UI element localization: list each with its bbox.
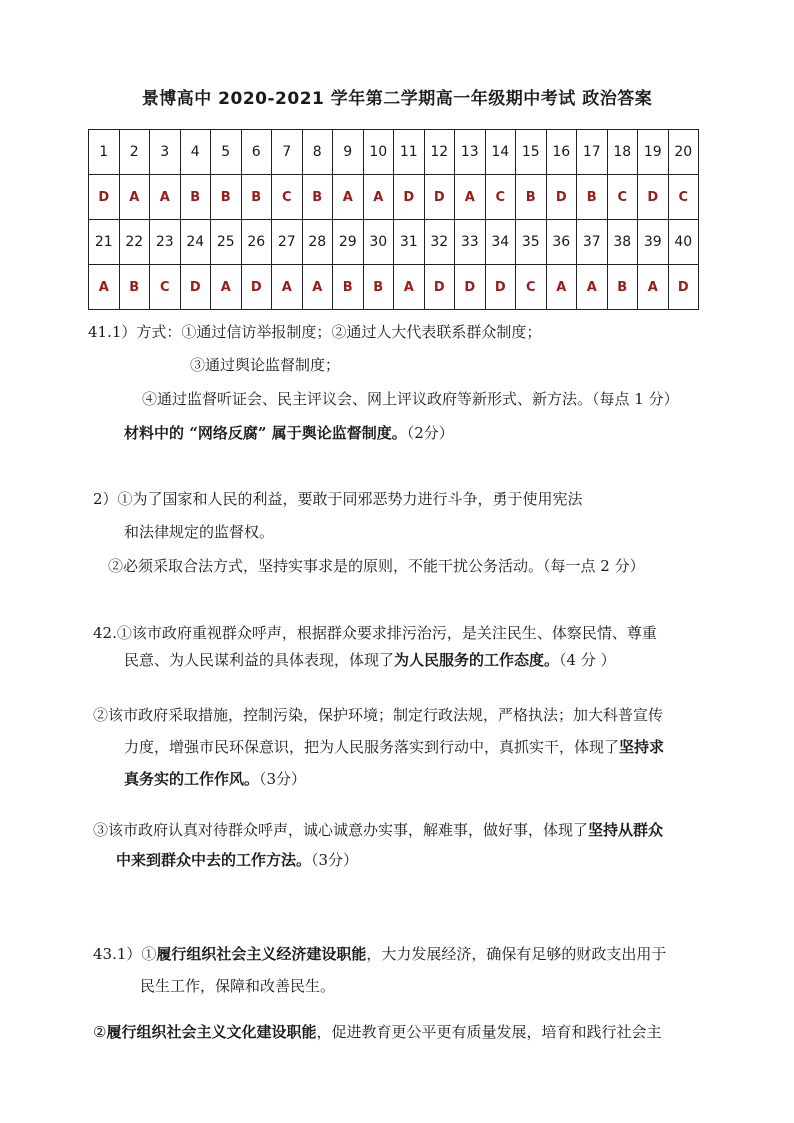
q42-b-line-3 [124,769,306,789]
q42-c-bold-2: 中来到群众中去的工作方法。 [116,851,312,869]
answer-cell: D [241,265,272,310]
question-number-row-2 [89,220,699,265]
question-number-cell: 6 [241,130,272,175]
q43-a-line-2: 民生工作，保障和改善民生。 [140,977,336,995]
q42-c-line-1 [93,820,663,840]
answer-cell: A [363,175,394,220]
question-number-cell: 9 [333,130,364,175]
answer-cell: B [363,265,394,310]
question-number-cell: 19 [638,130,669,175]
answer-cell: D [180,265,211,310]
q41-line-2: ③通过舆论监督制度； [190,356,341,374]
answer-cell: A [394,265,425,310]
q42-b-line-2 [124,737,664,757]
answer-cell: B [516,175,547,220]
q42-a-text: 民意、为人民谋利益的具体表现，体现了 [124,651,395,669]
answer-cell: D [638,175,669,220]
q42-b-bold-2: 真务实的工作作风。 [124,770,260,788]
answer-cell: A [89,265,120,310]
question-number-cell: 36 [546,220,577,265]
answer-cell: D [485,265,516,310]
q41-line-4 [124,423,454,443]
answer-cell: A [455,175,486,220]
question-number-cell: 14 [485,130,516,175]
question-number-cell: 20 [668,130,699,175]
question-number-cell: 23 [150,220,181,265]
question-number-cell: 22 [119,220,150,265]
q42-b-bold-1: 坚持求 [619,738,665,756]
answer-cell: D [455,265,486,310]
q43-b-bold: 履行组织社会主义文化建设职能 [106,1023,317,1041]
question-number-cell: 29 [333,220,364,265]
answer-cell: B [333,265,364,310]
question-number-cell: 37 [577,220,608,265]
q42-c-bold-1: 坚持从群众 [588,821,664,839]
answer-cell: D [668,265,699,310]
answer-cell: A [638,265,669,310]
answer-cell: D [424,265,455,310]
question-number-cell: 15 [516,130,547,175]
q41-line-3: ④通过监督听证会、民主评议会、网上评议政府等新形式、新方法。（每点 1 分） [142,390,679,408]
answer-cell: A [150,175,181,220]
q42-a-bold: 为人民服务的工作态度。 [394,651,560,669]
page-title: 景博高中 2020-2021 学年第二学期高一年级期中考试 政治答案 [141,89,653,109]
question-number-cell: 8 [302,130,333,175]
question-number-cell: 7 [272,130,303,175]
q43-a-number: 43.1）① [93,945,157,963]
question-number-cell: 21 [89,220,120,265]
answer-cell: A [333,175,364,220]
answer-row-2 [89,265,699,310]
q42-c-line-2 [116,850,358,870]
q42-c-text: ③该市政府认真对待群众呼声，诚心诚意办实事，解难事，做好事，体现了 [93,821,589,839]
answer-cell: D [424,175,455,220]
q42-b-score: （3分） [259,770,307,788]
q41-line-1: 41.1）方式：①通过信访举报制度；②通过人大代表联系群众制度； [88,323,542,341]
q41-part2-line-2: 和法律规定的监督权。 [124,523,275,541]
answer-row-1 [89,175,699,220]
question-number-cell: 4 [180,130,211,175]
q42-b-line-1: ②该市政府采取措施，控制污染，保护环境；制定行政法规，严格执法；加大科普宣传 [93,706,664,724]
question-number-cell: 10 [363,130,394,175]
answer-cell: B [211,175,242,220]
question-number-cell: 28 [302,220,333,265]
question-number-cell: 16 [546,130,577,175]
question-number-cell: 1 [89,130,120,175]
q43-b-text: ，促进教育更公平更有质量发展，培育和践行社会主 [316,1023,662,1041]
question-number-cell: 34 [485,220,516,265]
answer-cell: D [546,175,577,220]
q41-bold-conclusion: 材料中的 “网络反腐” 属于舆论监督制度。 [124,424,407,442]
question-number-cell: 33 [455,220,486,265]
q42-c-score: （3分） [311,851,359,869]
answer-cell: B [302,175,333,220]
question-number-cell: 26 [241,220,272,265]
q43-a-text: ，大力发展经济，确保有足够的财政支出用于 [366,945,667,963]
answer-cell: A [119,175,150,220]
question-number-cell: 3 [150,130,181,175]
answer-cell: D [394,175,425,220]
q41-part2-line-3: ②必须采取合法方式，坚持实事求是的原则，不能干扰公务活动。（每一点 2 分） [108,557,645,575]
answer-cell: D [89,175,120,220]
question-number-cell: 11 [394,130,425,175]
answer-cell: A [546,265,577,310]
q42-b-text: 力度，增强市民环保意识，把为人民服务落实到行动中，真抓实干，体现了 [124,738,620,756]
question-number-cell: 25 [211,220,242,265]
question-number-cell: 12 [424,130,455,175]
answer-cell: B [180,175,211,220]
question-number-cell: 40 [668,220,699,265]
answer-cell: B [577,175,608,220]
q41-score: （2分） [406,424,454,442]
answer-cell: B [241,175,272,220]
question-number-cell: 30 [363,220,394,265]
q43-b-line-1 [93,1022,661,1042]
question-number-cell: 39 [638,220,669,265]
answer-cell: B [119,265,150,310]
question-number-cell: 38 [607,220,638,265]
answer-cell: C [150,265,181,310]
question-number-row-1 [89,130,699,175]
answer-cell: A [577,265,608,310]
answer-cell: A [302,265,333,310]
question-number-cell: 32 [424,220,455,265]
question-number-cell: 17 [577,130,608,175]
answer-cell: C [668,175,699,220]
q41-part2-line-1: 2）①为了国家和人民的利益，要敢于同邪恶势力进行斗争，勇于使用宪法 [93,490,583,508]
answer-cell: C [516,265,547,310]
question-number-cell: 31 [394,220,425,265]
question-number-cell: 35 [516,220,547,265]
answer-cell: A [272,265,303,310]
question-number-cell: 13 [455,130,486,175]
question-number-cell: 27 [272,220,303,265]
answer-cell: C [485,175,516,220]
question-number-cell: 18 [607,130,638,175]
question-number-cell: 5 [211,130,242,175]
q43-a-line-1 [93,944,666,964]
q43-a-bold: 履行组织社会主义经济建设职能 [156,945,367,963]
q42-a-line-2 [124,650,616,670]
q42-a-score: （4 分 ） [559,651,616,669]
answer-cell: C [272,175,303,220]
question-number-cell: 2 [119,130,150,175]
answer-cell: B [607,265,638,310]
q43-b-number: ② [93,1023,107,1041]
answer-cell: C [607,175,638,220]
question-number-cell: 24 [180,220,211,265]
answer-cell: A [211,265,242,310]
answer-table [88,129,699,310]
q42-a-line-1: 42.①该市政府重视群众呼声，根据群众要求排污治污，是关注民生、体察民情、尊重 [93,624,657,642]
